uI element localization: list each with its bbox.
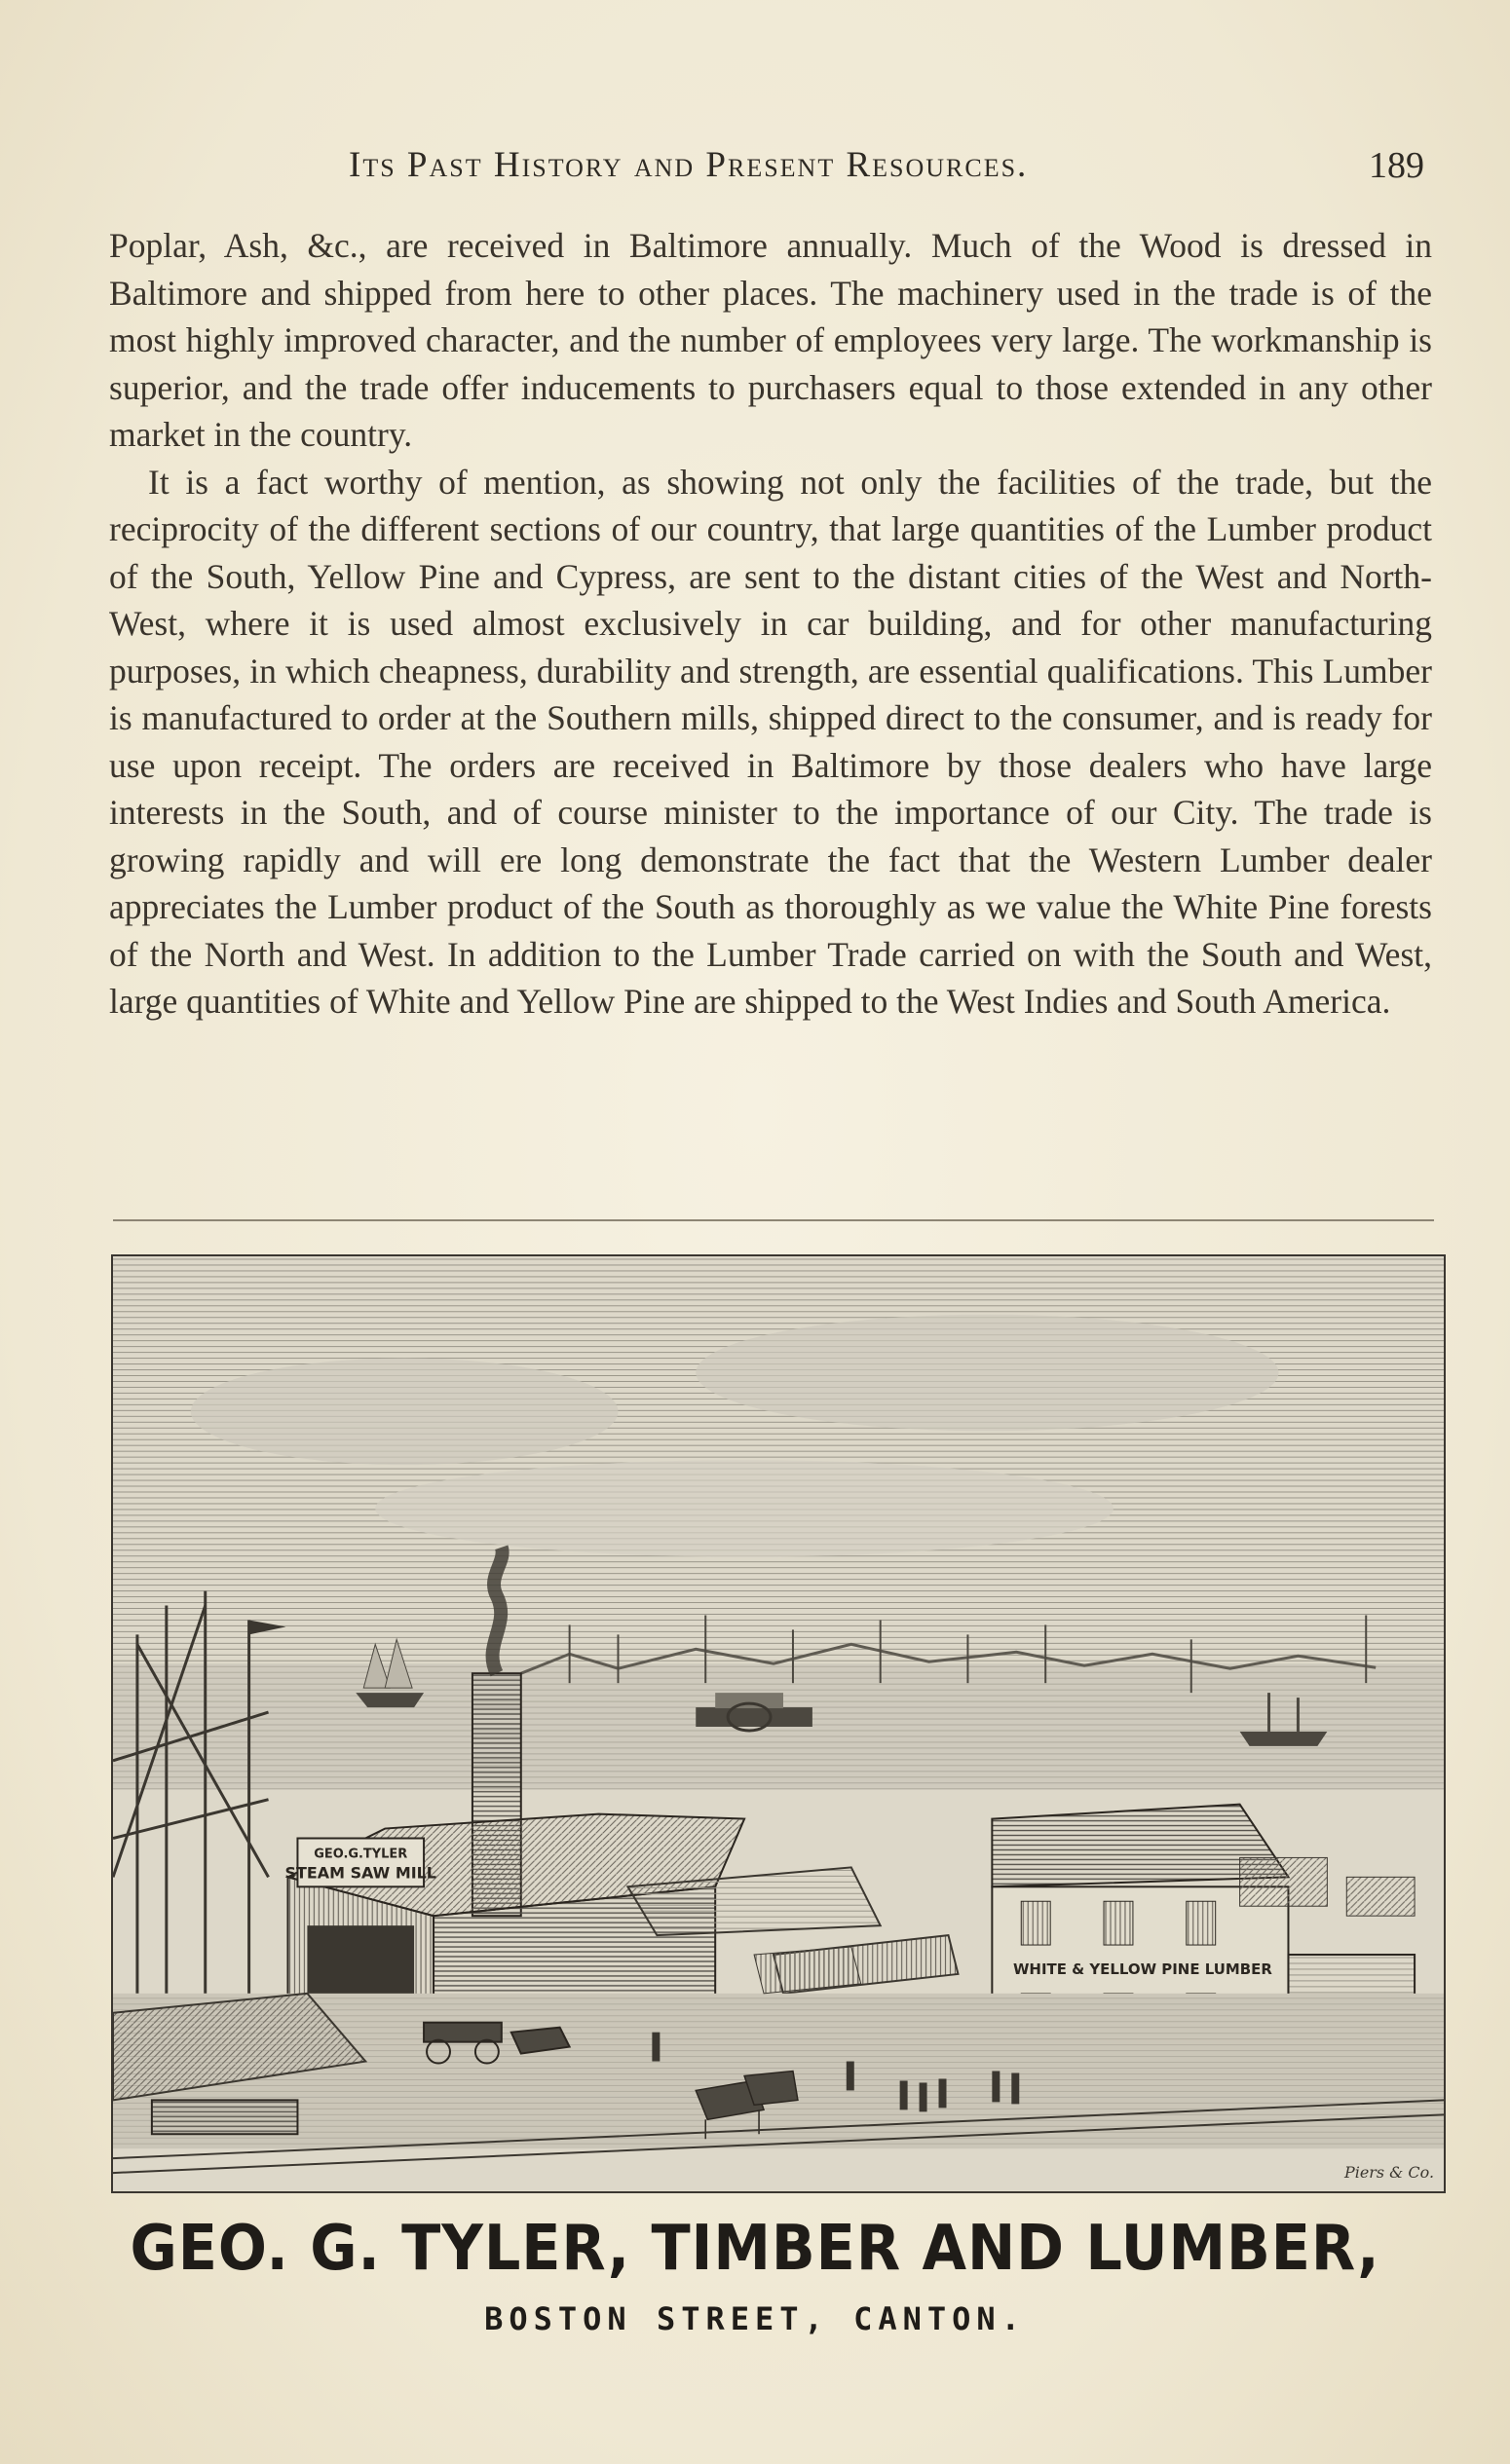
page-number: 189 [1369,145,1424,186]
sign-owner-text: GEO.G.TYLER [314,1847,408,1862]
rail-car [152,2100,298,2134]
sky [113,1256,1444,1663]
cloud [696,1315,1278,1432]
paragraph-2: It is a fact worthy of mention, as showing not only the facilities of the trade, but the reciprocity of the different sections of our country, that large quantities of the Lumber product of the South, Yellow Pine and Cypress, are sent to the distant cities of the West and North-West, where it is used almost exclusively in car building, and for other manufacturing purposes, in which cheapness, durability and strength, are essential qualifications. This Lumber is manufactured to order at the Southern mills, shipped direct to the consumer, and is ready for use upon receipt. The orders are received in Baltimore by those dealers who have large interests in the South, and of course minister to the importance of our City. The trade is growing rapidly and will ere long demonstrate the fact that the Western Lumber dealer appreciates the Lumber product of the South as thoroughly as we value the White Pine forests of the North and West. In addition to the Lumber Trade carried on with the South and West, large quantities of White and Yellow Pine are shipped to the West Indies and South America. [109,462,1432,1021]
sign-lumber-text: WHITE & YELLOW PINE LUMBER [1012,1960,1272,1978]
cloud [375,1460,1114,1557]
body-text [109,222,1432,1026]
running-title: Its Past History and Present Resources. [349,145,1029,185]
engraving-svg [113,1256,1444,2191]
running-head [115,144,1432,199]
caption-title: GEO. G. TYLER, TIMBER AND LUMBER, [130,2213,1380,2285]
caption-subtitle: BOSTON STREET, CANTON. [484,2300,1026,2337]
sawmill-engraving [111,1254,1446,2193]
sign-mill-text: STEAM SAW MILL [284,1863,436,1883]
paragraph-1: Poplar, Ash, &c., are received in Baltimore annually. Much of the Wood is dressed in Baltimore and shipped from here to other places. The machinery used in the trade is of the most highly improved character, and the number of employees very large. The workmanship is superior, and the trade offer inducements to purchasers equal to those extended in any other market in the country. [109,226,1432,454]
cloud [191,1359,619,1466]
engraver-signature: Piers & Co. [1344,2163,1435,2183]
section-divider [113,1219,1434,1221]
